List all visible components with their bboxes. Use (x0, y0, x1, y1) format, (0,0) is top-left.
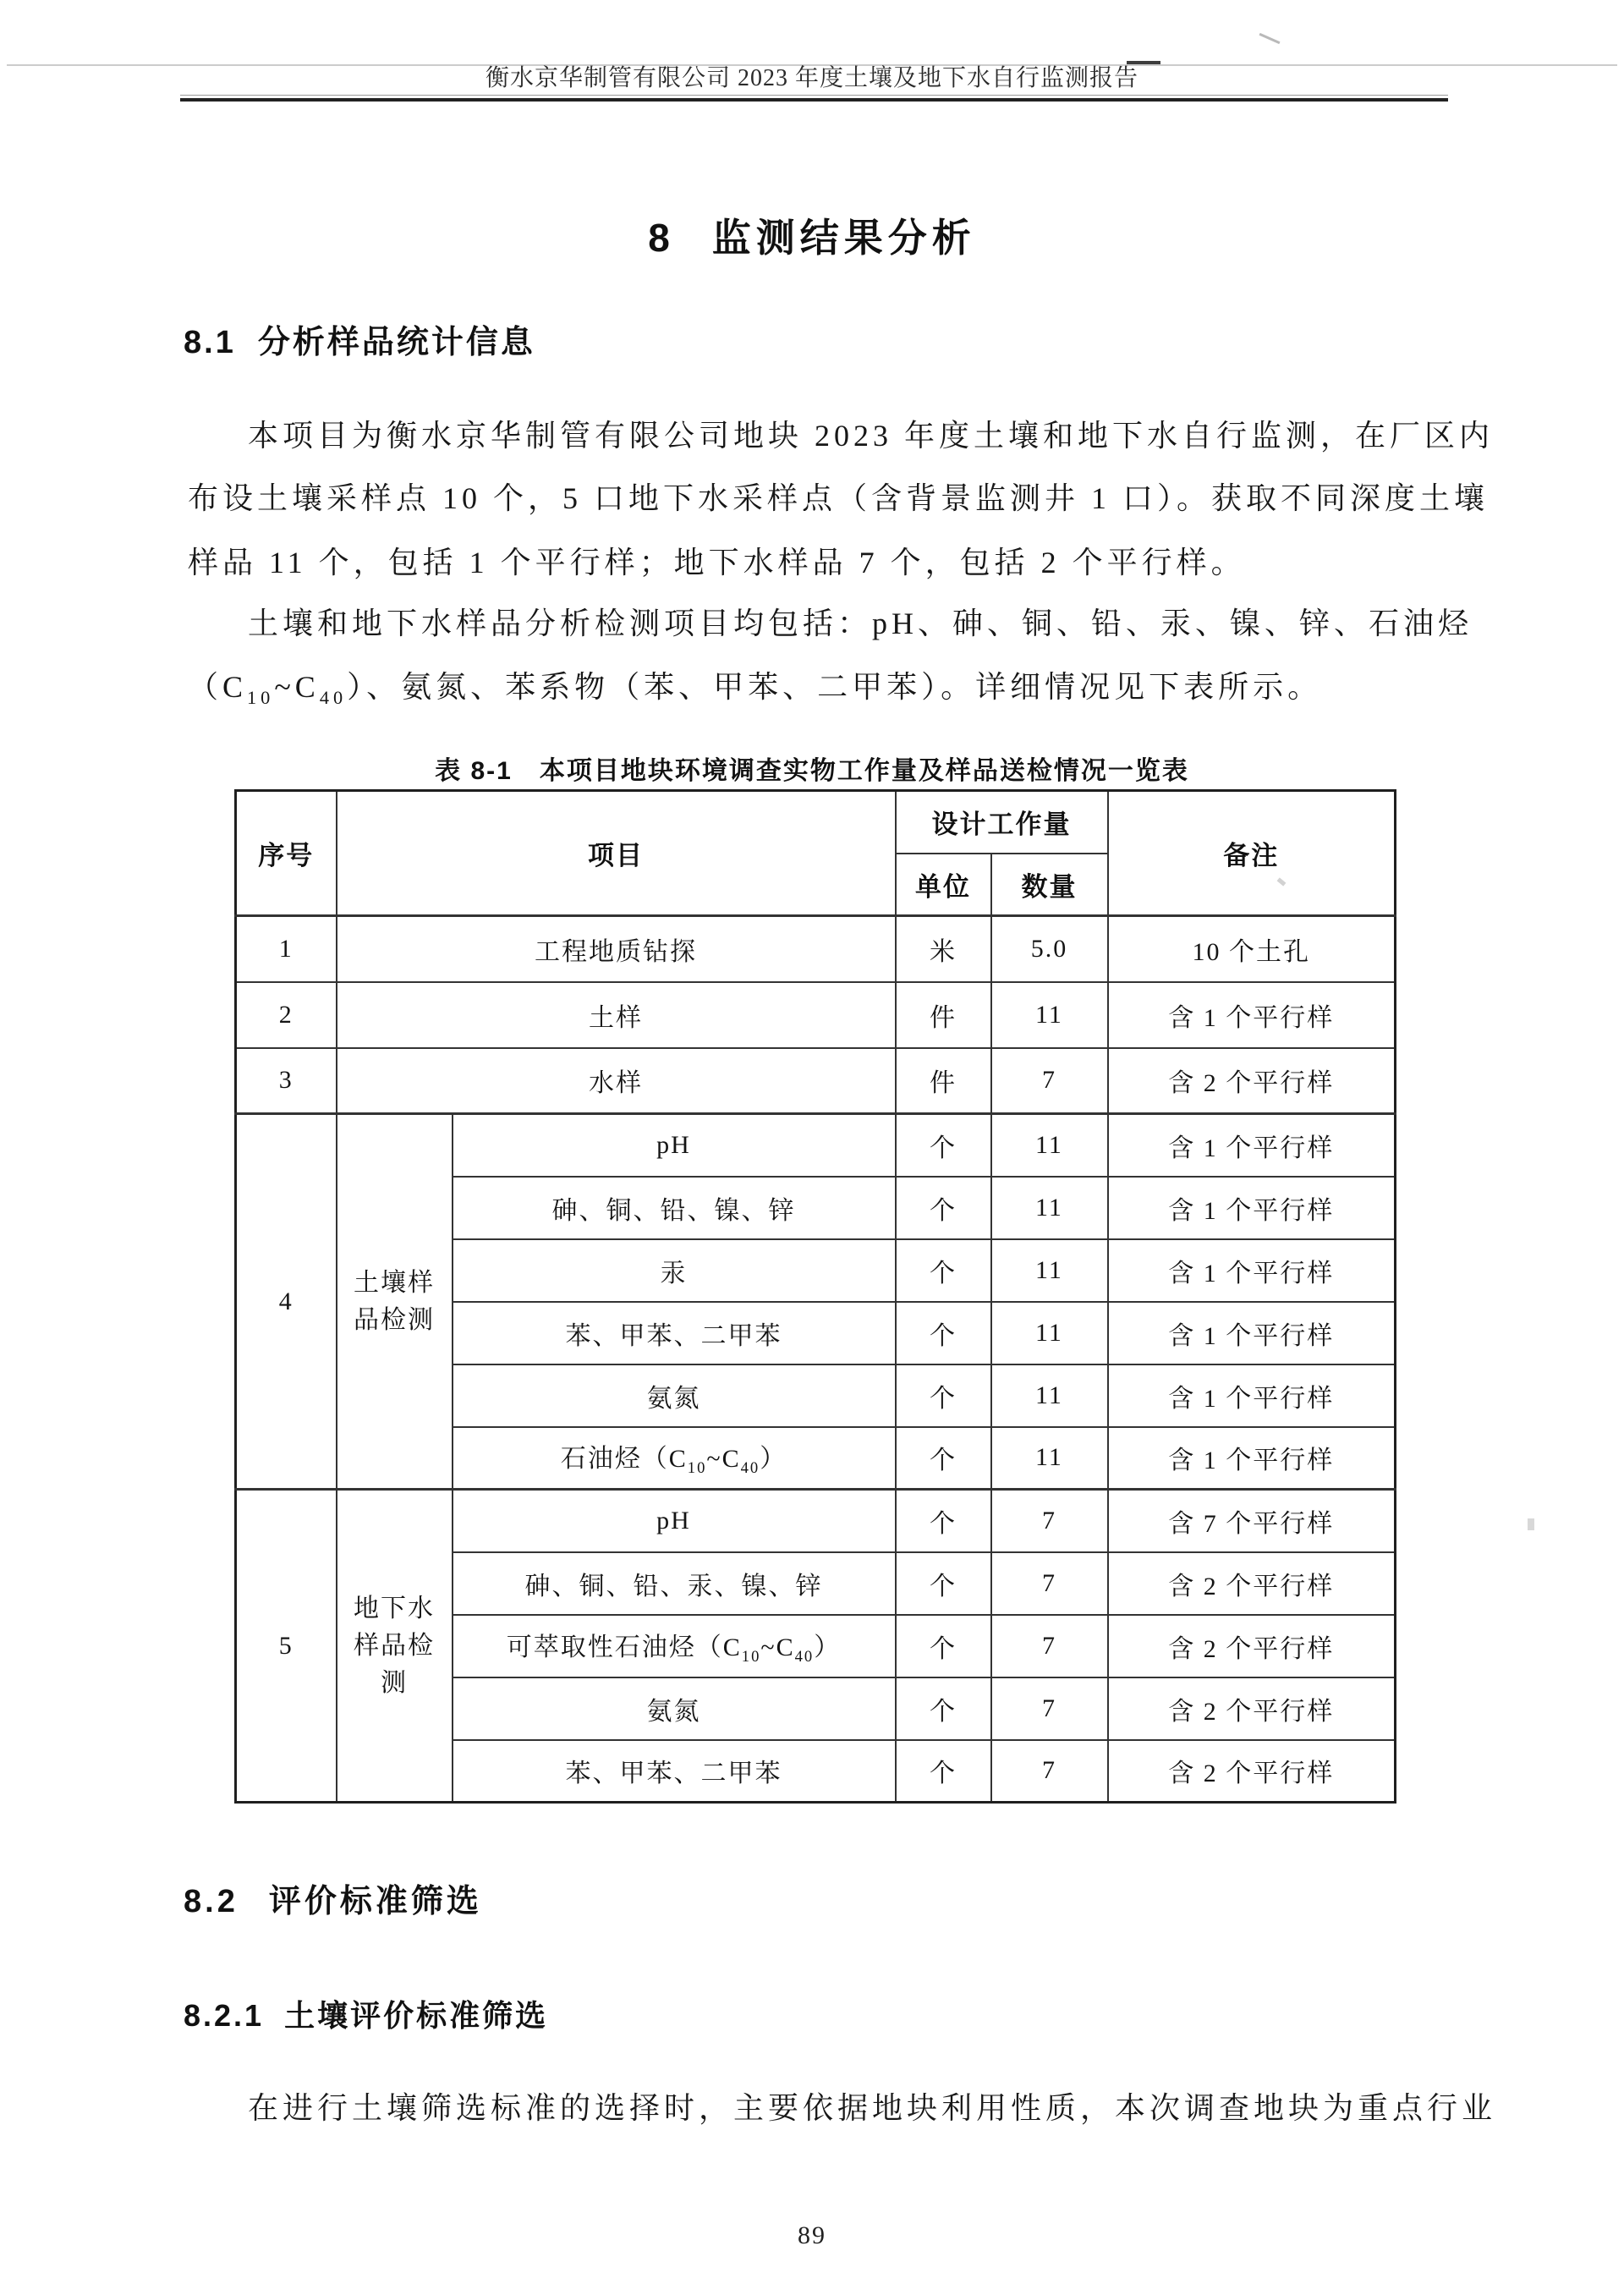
cell-remark: 含 1 个平行样 (1108, 1364, 1396, 1427)
cell-qty: 7 (991, 1048, 1108, 1114)
chapter-number: 8 (648, 216, 675, 260)
cell-unit: 个 (896, 1552, 991, 1615)
cell-remark: 含 1 个平行样 (1108, 982, 1396, 1048)
cell-item: pH (453, 1114, 896, 1177)
table-row (236, 916, 1396, 982)
cell-qty: 5.0 (991, 916, 1108, 982)
cell-unit: 个 (896, 1615, 991, 1677)
section-number: 8.2.1 (184, 1998, 265, 2033)
cell-remark: 含 1 个平行样 (1108, 1177, 1396, 1239)
cell-remark: 含 1 个平行样 (1108, 1114, 1396, 1177)
cell-qty: 11 (991, 1114, 1108, 1177)
cell-remark: 含 2 个平行样 (1108, 1740, 1396, 1803)
cell-unit: 个 (896, 1677, 991, 1740)
scan-artifact-speck (1259, 33, 1281, 44)
paragraph-3-line-1: 在进行土壤筛选标准的选择时，主要依据地块利用性质，本次调查地块为重点行业 (248, 2091, 1497, 2125)
table-row (236, 1048, 1396, 1114)
cell-qty: 11 (991, 1239, 1108, 1302)
cell-unit: 个 (896, 1364, 991, 1427)
cell-item: 石油烃$(C_{10}\sim C_{40})$ (453, 1427, 896, 1490)
cell-qty: 7 (991, 1740, 1108, 1803)
workload-table (234, 789, 1396, 1804)
table-row (236, 982, 1396, 1048)
cell-seq: 3 (236, 1048, 337, 1114)
cell-item: 苯、甲苯、二甲苯 (453, 1302, 896, 1364)
cell-qty: 7 (991, 1615, 1108, 1677)
cell-item: 可萃取性石油烃$(C_{10}\sim C_{40})$ (453, 1615, 896, 1677)
page-number: 89 (798, 2221, 826, 2249)
paragraph-2-line-2: $(C_{10}\sim C_{40})$、氨氮、苯系物（苯、甲苯、二甲苯）。详细情况见下表所示。 (188, 670, 1323, 709)
cell-unit: 件 (896, 1048, 991, 1114)
cell-qty: 11 (991, 1302, 1108, 1364)
chapter-title-text: 监测结果分析 (711, 216, 976, 260)
cell-unit: 件 (896, 982, 991, 1048)
table-row (236, 1114, 1396, 1177)
cell-qty: 7 (991, 1490, 1108, 1552)
section-title-text: 评价标准筛选 (268, 1884, 482, 1919)
cell-qty: 11 (991, 982, 1108, 1048)
cell-qty: 7 (991, 1677, 1108, 1740)
running-header: 衡水京华制管有限公司 2023 年度土壤及地下水自行监测报告 (485, 65, 1138, 91)
cell-seq: 1 (236, 916, 337, 982)
cell-remark: 含 2 个平行样 (1108, 1048, 1396, 1114)
cell-remark: 含 2 个平行样 (1108, 1677, 1396, 1740)
header-rule-shadow (180, 95, 1448, 96)
chapter-title (0, 213, 1624, 262)
cell-item: 土样 (337, 982, 896, 1048)
cell-seq: 2 (236, 982, 337, 1048)
table-header-row (236, 791, 1396, 854)
group5-label-text: 地下水样品检测 (354, 1594, 435, 1697)
cell-unit: 个 (896, 1490, 991, 1552)
section-number: 8.2 (184, 1884, 239, 1919)
cell-item: 砷、铜、铅、镍、锌 (453, 1177, 896, 1239)
header-unit: 单位 (896, 854, 991, 916)
section-title-text: 分析样品统计信息 (257, 325, 535, 360)
cell-unit: 个 (896, 1177, 991, 1239)
cell-unit: 个 (896, 1114, 991, 1177)
cell-remark: 含 1 个平行样 (1108, 1427, 1396, 1490)
header-rule (180, 98, 1448, 102)
table-row (236, 1490, 1396, 1552)
header-workload: 设计工作量 (896, 791, 1108, 854)
section-heading-8-1 (184, 323, 535, 362)
paragraph-1-line-2: 布设土壤采样点 10 个，5 口地下水采样点（含背景监测井 1 口）。获取不同深度土壤 (188, 481, 1490, 515)
cell-remark: 含 2 个平行样 (1108, 1552, 1396, 1615)
cell-remark: 含 2 个平行样 (1108, 1615, 1396, 1677)
group4-label-text: 土壤样品检测 (354, 1268, 435, 1334)
cell-item: 汞 (453, 1239, 896, 1302)
cell-seq-group4: 4 (236, 1114, 337, 1490)
cell-qty: 11 (991, 1177, 1108, 1239)
cell-item: 砷、铜、铅、汞、镍、锌 (453, 1552, 896, 1615)
cell-qty: 11 (991, 1364, 1108, 1427)
cell-unit: 个 (896, 1427, 991, 1490)
paragraph-2-line-1: 土壤和地下水样品分析检测项目均包括：pH、砷、铜、铅、汞、镍、锌、石油烃 (248, 607, 1473, 640)
cell-qty: 7 (991, 1552, 1108, 1615)
header-qty: 数量 (991, 854, 1108, 916)
header-seq: 序号 (236, 791, 337, 916)
table-caption: 表 8-1 本项目地块环境调查实物工作量及样品送检情况一览表 (435, 757, 1189, 785)
section-number: 8.1 (184, 325, 236, 360)
header-item: 项目 (337, 791, 896, 916)
cell-unit: 米 (896, 916, 991, 982)
cell-item: 苯、甲苯、二甲苯 (453, 1740, 896, 1803)
cell-item: 工程地质钻探 (337, 916, 896, 982)
cell-unit: 个 (896, 1302, 991, 1364)
cell-qty: 11 (991, 1427, 1108, 1490)
header-remark: 备注 (1108, 791, 1396, 916)
cell-unit: 个 (896, 1740, 991, 1803)
scan-artifact-speck (1528, 1518, 1534, 1530)
cell-item: 氨氮 (453, 1364, 896, 1427)
paragraph-1-line-1: 本项目为衡水京华制管有限公司地块 2023 年度土壤和地下水自行监测，在厂区内 (248, 419, 1495, 453)
cell-group5-label (337, 1490, 453, 1803)
section-heading-8-2 (184, 1881, 482, 1922)
cell-remark: 含 7 个平行样 (1108, 1490, 1396, 1552)
section-title-text: 土壤评价标准筛选 (284, 1998, 549, 2033)
section-heading-8-2-1 (184, 1996, 548, 2035)
cell-remark: 含 1 个平行样 (1108, 1239, 1396, 1302)
cell-group4-label (337, 1114, 453, 1490)
cell-item: 氨氮 (453, 1677, 896, 1740)
cell-unit: 个 (896, 1239, 991, 1302)
cell-item: pH (453, 1490, 896, 1552)
paragraph-1-line-3: 样品 11 个，包括 1 个平行样；地下水样品 7 个，包括 2 个平行样。 (188, 546, 1246, 579)
cell-remark: 10 个土孔 (1108, 916, 1396, 982)
cell-remark: 含 1 个平行样 (1108, 1302, 1396, 1364)
cell-item: 水样 (337, 1048, 896, 1114)
cell-seq-group5: 5 (236, 1490, 337, 1803)
